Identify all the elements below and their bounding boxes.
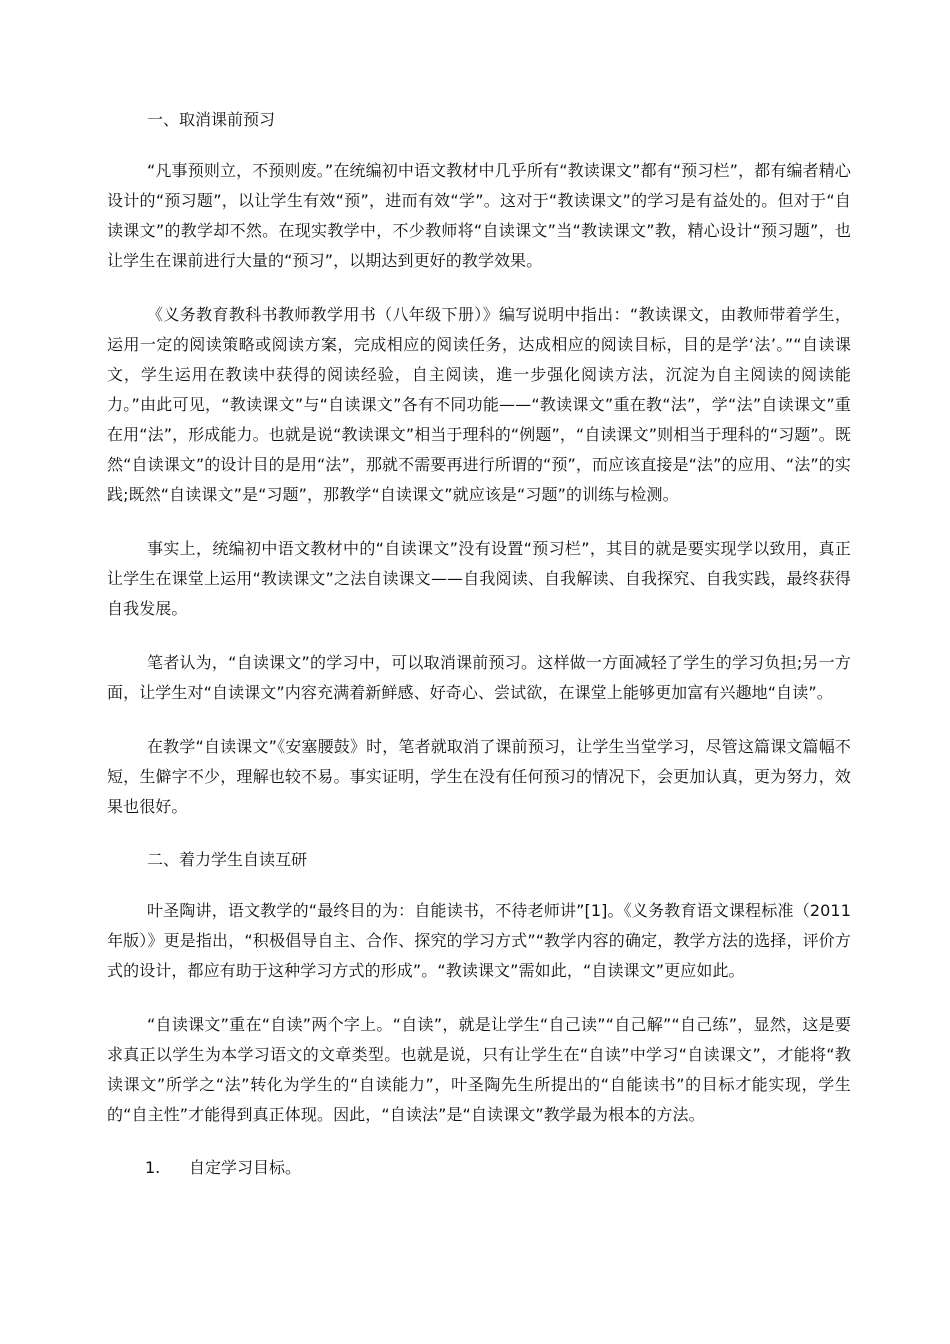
section-heading: 二、着力学生自读互研 bbox=[147, 850, 308, 869]
paragraph: 叶圣陶讲，语文教学的“最终目的为：自能读书，不待老师讲”[1]。《义务教育语文课程标准（2011年版）》更是指出，“积极倡导自主、合作、探究的学习方式”“教学内容的确定，教学方法的选择，评价方式的设计，都应有助于这种学习方式的形成”。“教读课文”需如此，“自读课文”更应如此。 bbox=[107, 901, 851, 980]
paragraph: “凡事预则立，不预则废。”在统编初中语文教材中几乎所有“教读课文”都有“预习栏”，都有编者精心设计的“预习题”，以让学生有效“预”，进而有效“学”。这对于“教读课文”的学习是有益处的。但对于“自读课文”的教学却不然。在现实教学中，不少教师将“自读课文”当“教读课文”教，精心设计“预习题”，也让学生在课前进行大量的“预习”，以期达到更好的教学效果。 bbox=[107, 161, 851, 270]
paragraph: “自读课文”重在“自读”两个字上。“自读”，就是让学生“自己读”“自己解”“自己练”，显然，这是要求真正以学生为本学习语文的文章类型。也就是说，只有让学生在“自读”中学习“自读课文”，才能将“教读课文”所学之“法”转化为学生的“自读能力”，叶圣陶先生所提出的“自能读书”的目标才能实现，学生的“自主性”才能得到真正体现。因此，“自读法”是“自读课文”教学最为根本的方法。 bbox=[107, 1015, 851, 1124]
paragraph: 事实上，统编初中语文教材中的“自读课文”没有设置“预习栏”，其目的就是要实现学以致用，真正让学生在课堂上运用“教读课文”之法自读课文——自我阅读、自我解读、自我探究、自我实践，最终获得自我发展。 bbox=[107, 539, 851, 618]
paragraph: 在教学“自读课文”《安塞腰鼓》时，笔者就取消了课前预习，让学生当堂学习，尽管这篇课文篇幅不短，生僻字不少，理解也较不易。事实证明，学生在没有任何预习的情况下，会更加认真，更为努力，效果也很好。 bbox=[107, 737, 851, 816]
numbered-list-item bbox=[107, 1154, 851, 1182]
document-body bbox=[107, 106, 851, 1182]
list-item-text: 自定学习目标。 bbox=[189, 1158, 302, 1177]
list-number: 1. bbox=[145, 1158, 161, 1177]
paragraph: 笔者认为，“自读课文”的学习中，可以取消课前预习。这样做一方面减轻了学生的学习负担;另一方面，让学生对“自读课文”内容充满着新鲜感、好奇心、尝试欲，在课堂上能够更加富有兴趣地“自读”。 bbox=[107, 653, 851, 702]
paragraph: 《义务教育教科书教师教学用书（八年级下册）》编写说明中指出：“教读课文，由教师带着学生，运用一定的阅读策略或阅读方案，完成相应的阅读任务，达成相应的阅读目标，目的是学‘法’。”“自读课文，学生运用在教读中获得的阅读经验，自主阅读，進一步强化阅读方法，沉淀为自主阅读的阅读能力。”由此可见，“教读课文”与“自读课文”各有不同功能——“教读课文”重在教“法”，学“法”自读课文”重在用“法”，形成能力。也就是说“教读课文”相当于理科的“例题”，“自读课文”则相当于理科的“习题”。既然“自读课文”的设计目的是用“法”，那就不需要再进行所谓的“预”，而应该直接是“法”的应用、“法”的实践;既然“自读课文”是“习题”，那教学“自读课文”就应该是“习题”的训练与检测。 bbox=[107, 305, 851, 504]
section-heading: 一、取消课前预习 bbox=[147, 110, 276, 129]
